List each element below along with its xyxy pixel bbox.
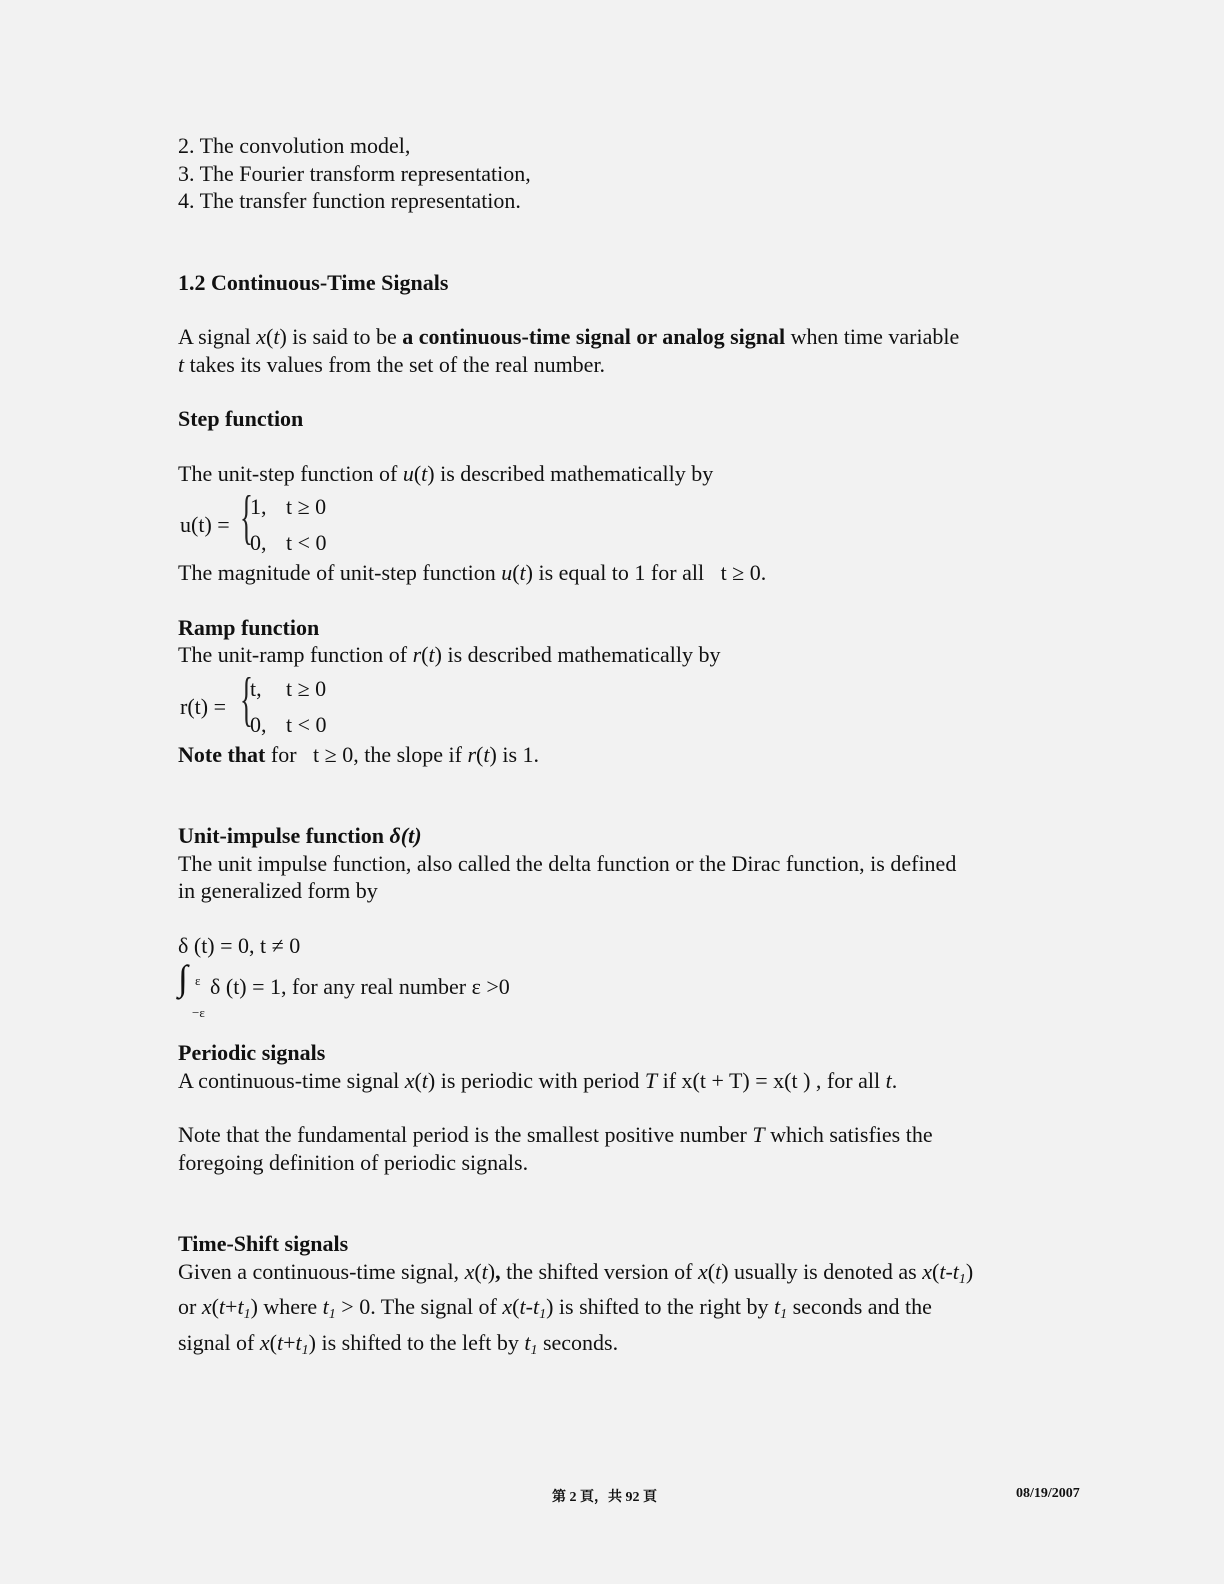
section-title: 1.2 Continuous-Time Signals xyxy=(178,269,449,295)
ramp-heading: Ramp function xyxy=(178,614,320,640)
periodic-note-cont: foregoing definition of periodic signals. xyxy=(178,1149,529,1175)
periodic-heading: Periodic signals xyxy=(178,1040,326,1065)
intro-paragraph-cont: t takes its values from the set of the real number. xyxy=(178,351,606,377)
footer-date: 08/19/2007 xyxy=(1016,1486,1080,1501)
step-lhs: u(t) = xyxy=(180,512,230,537)
list-item: 4. The transfer function representation. xyxy=(178,188,521,213)
impulse-description: The unit impulse function, also called the delta function or the Dirac function, is defined xyxy=(178,850,957,876)
ramp-note: Note that for t ≥ 0, the slope if r(t) is 1. xyxy=(178,741,540,767)
timeshift-heading: Time-Shift signals xyxy=(178,1231,349,1256)
impulse-description-cont: in generalized form by xyxy=(178,878,378,903)
ramp-equation: r(t) = { t, t ≥ 0 0, t < 0 xyxy=(180,665,327,737)
page-number: 第 2 頁，共 92 頁 xyxy=(552,1490,657,1505)
ramp-description: The unit-ramp function of r(t) is described mathematically by xyxy=(178,642,721,667)
document-page xyxy=(178,132,1058,1364)
impulse-eq1: δ (t) = 0, t ≠ 0 xyxy=(178,932,301,958)
ramp-lhs: r(t) = xyxy=(180,693,226,719)
list-item: 3. The Fourier transform representation, xyxy=(178,160,531,186)
step-equation: u(t) = { 1, t ≥ 0 0, t < 0 xyxy=(180,484,327,555)
brace-icon: { xyxy=(240,665,253,732)
step-description: The unit-step function of u(t) is described mathematically by xyxy=(178,460,714,486)
step-note: The magnitude of unit-step function u(t) is equal to 1 for all t ≥ 0. xyxy=(178,560,767,585)
impulse-heading: Unit-impulse function δ(t) xyxy=(178,823,422,848)
timeshift-line-3: signal of $x(t+t_1)$ is shifted to the left by $t_1$ seconds. xyxy=(178,1329,619,1358)
timeshift-line-2: or $x(t+t_1)$ where $t_1 > 0$. The signal of $x(t-t_1)$ is shifted to the right by $t_1$ seconds and the xyxy=(178,1294,932,1322)
impulse-eq2: ∫ ε −ε δ (t) = 1, for any real number ε >0 xyxy=(178,958,510,1020)
integral-icon: ∫ xyxy=(178,958,188,998)
periodic-description: A continuous-time signal x(t) is periodic with period T if x(t + T) = x(t ) , for all t. xyxy=(178,1067,898,1093)
brace-icon: { xyxy=(240,484,253,550)
timeshift-line-1: Given a continuous-time signal, x(t), the shifted version of x(t) usually is denoted as $x(t-t_1)$ xyxy=(178,1258,974,1287)
periodic-note: Note that the fundamental period is the smallest positive number T which satisfies the xyxy=(178,1122,933,1147)
intro-paragraph: A signal x(t) is said to be a continuous-time signal or analog signal when time variable xyxy=(178,324,960,349)
step-heading: Step function xyxy=(178,406,304,431)
list-item: 2. The convolution model, xyxy=(178,133,411,158)
